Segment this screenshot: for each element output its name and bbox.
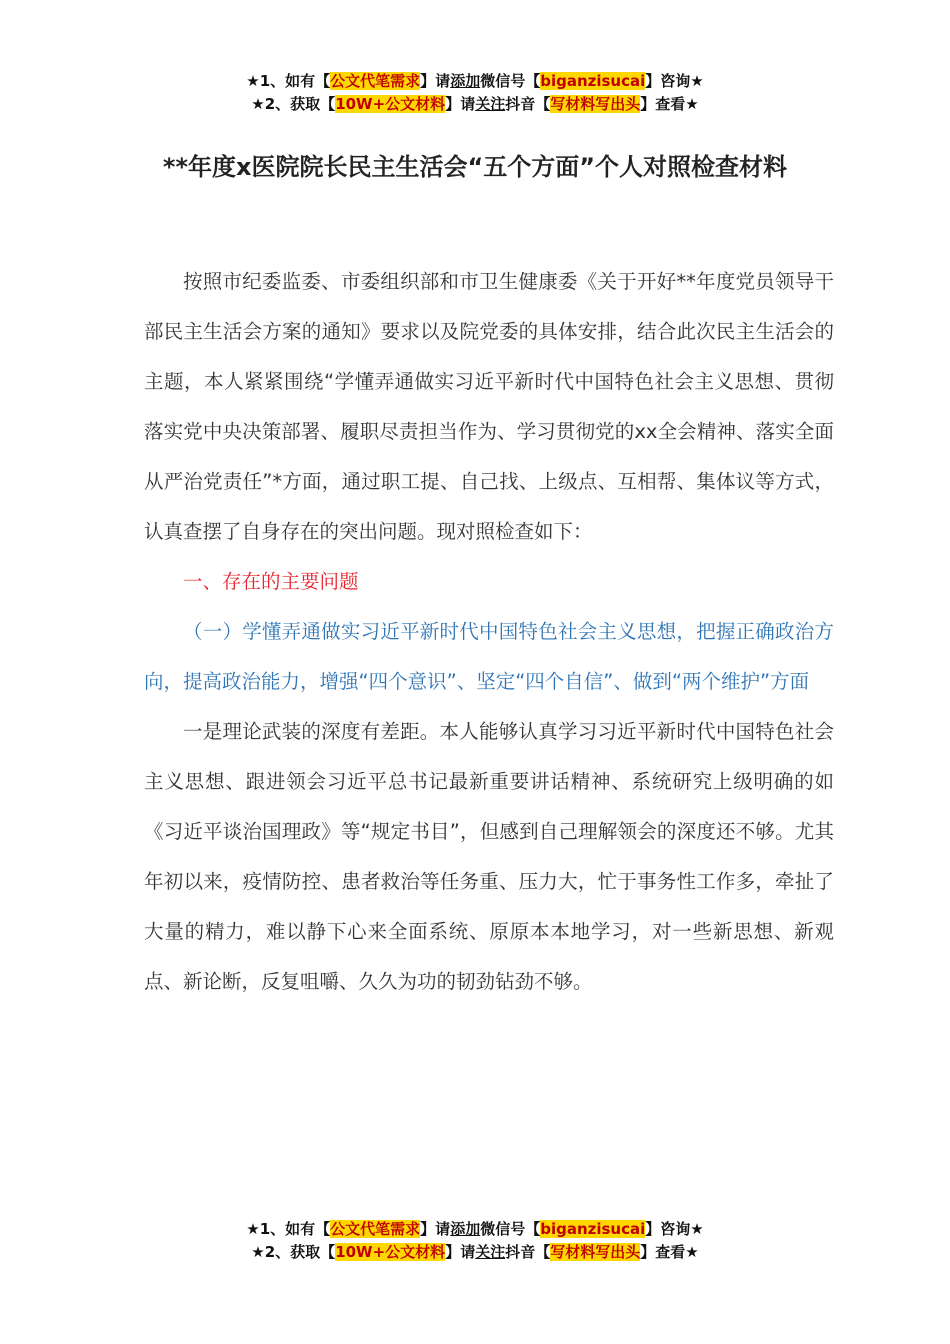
ad-line-2 [0, 93, 950, 116]
ad-text: 】查看★ [640, 1243, 699, 1261]
ad-text: ★2、获取【 [251, 1243, 336, 1261]
ad-text: 抖音【 [505, 1243, 551, 1261]
body-paragraph: 一是理论武装的深度有差距。本人能够认真学习习近平新时代中国特色社会主义思想、跟进领会习近平总书记最新重要讲话精神、系统研究上级明确的如《习近平谈治国理政》等“规定书目”，但感到自己理解领会的深度还不够。尤其年初以来，疫情防控、患者救治等任务重、压力大，忙于事务性工作多，牵扯了大量的精力，难以静下心来全面系统、原原本本地学习，对一些新思想、新观点、新论断，反复咀嚼、久久为功的韧劲钻劲不够。 [144, 720, 834, 993]
ad-highlight: 公文代笔需求 [330, 72, 421, 90]
document-title: **年度x医院院长民主生活会“五个方面”个人对照检查材料 [162, 153, 788, 181]
ad-text: 】咨询★ [645, 72, 704, 90]
ad-text: ★1、如有【 [246, 1220, 331, 1238]
ad-underline: 关注 [475, 1243, 506, 1261]
ad-text: 抖音【 [505, 95, 551, 113]
ad-underline: 添加 [450, 1220, 481, 1238]
ad-text: 微信号【 [480, 72, 541, 90]
ad-text: 】咨询★ [645, 1220, 704, 1238]
section-heading: 一、存在的主要问题 [183, 570, 359, 593]
ad-underline: 添加 [450, 72, 481, 90]
ad-text: ★2、获取【 [251, 95, 336, 113]
header-ad [0, 70, 950, 116]
ad-text: 】请 [420, 72, 451, 90]
ad-highlight: 写材料写出头 [550, 1243, 641, 1261]
ad-text: 】查看★ [640, 95, 699, 113]
subsection-heading: （一）学懂弄通做实习近平新时代中国特色社会主义思想，把握正确政治方向，提高政治能力，增强“四个意识”、坚定“四个自信”、做到“两个维护”方面 [144, 620, 834, 693]
ad-text: ★1、如有【 [246, 72, 331, 90]
footer-ad [0, 1218, 950, 1264]
ad-highlight: 10W+公文材料 [335, 1243, 446, 1261]
ad-text: 】请 [445, 95, 476, 113]
ad-underline: 关注 [475, 95, 506, 113]
ad-highlight: 写材料写出头 [550, 95, 641, 113]
ad-text: 微信号【 [480, 1220, 541, 1238]
ad-line-1 [0, 1218, 950, 1241]
ad-highlight: biganzisucai [540, 72, 646, 90]
ad-line-2 [0, 1241, 950, 1264]
ad-text: 】请 [445, 1243, 476, 1261]
ad-line-1 [0, 70, 950, 93]
ad-text: 】请 [420, 1220, 451, 1238]
ad-highlight: 10W+公文材料 [335, 95, 446, 113]
document-body [144, 257, 834, 1007]
ad-highlight: 公文代笔需求 [330, 1220, 421, 1238]
intro-paragraph: 按照市纪委监委、市委组织部和市卫生健康委《关于开好**年度党员领导干部民主生活会方案的通知》要求以及院党委的具体安排，结合此次民主生活会的主题，本人紧紧围绕“学懂弄通做实习近平新时代中国特色社会主义思想、贯彻落实党中央决策部署、履职尽责担当作为、学习贯彻党的xx全会精神、落实全面从严治党责任”*方面，通过职工提、自己找、上级点、互相帮、集体议等方式，认真查摆了自身存在的突出问题。现对照检查如下： [144, 270, 834, 543]
ad-highlight: biganzisucai [540, 1220, 646, 1238]
